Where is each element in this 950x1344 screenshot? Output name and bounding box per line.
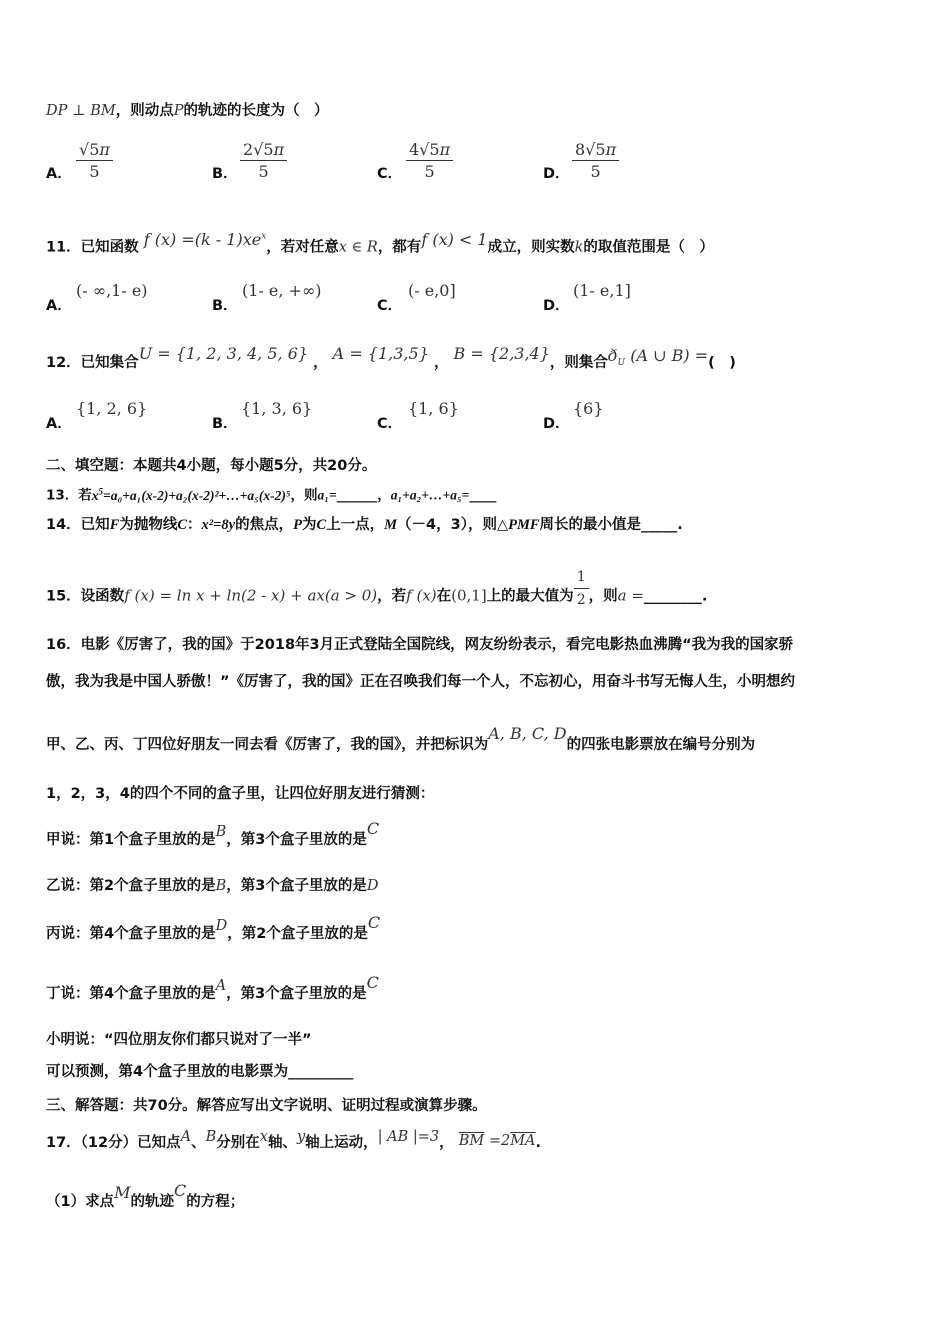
q14-equation: x²=8y — [201, 517, 236, 533]
q10-math: DP ⊥ BM — [46, 103, 116, 119]
q14-text-3: ： — [187, 517, 202, 533]
q17-t3: 轴上运动， — [305, 1135, 378, 1151]
q15-half: $\frac{1}{2}$ — [574, 567, 589, 610]
q16-predict: 可以预测，第4个盒子里放的电影票为_________ — [46, 1064, 354, 1080]
q17-vector-equation: $\overline{BM} =2\overline{MA}$ — [458, 1133, 536, 1149]
q11-option-a-label: A． — [46, 298, 72, 314]
q10-option-c-label: C． — [377, 166, 403, 182]
q12-set-b: B = {2,3,4} — [453, 344, 550, 363]
q16-guess-jia: 甲说：第1个盒子里放的是B，第3个盒子里放的是C — [46, 819, 380, 848]
q10-text-b: 的轨迹的长度为（ ） — [183, 103, 329, 119]
q12-complement: $ð_U$ (A ∪ B) = — [607, 346, 709, 369]
q14-blank: _____ — [641, 517, 678, 533]
q12-set-u: U = {1, 2, 3, 4, 5, 6} — [138, 344, 309, 363]
q11-option-b-value: (1- e, +∞) — [242, 281, 322, 300]
q11-number: 11．已知函数 — [46, 239, 139, 256]
q17-a: A — [180, 1129, 192, 1145]
q16-guess-yi: 乙说：第2个盒子里放的是B，第3个盒子里放的是D — [46, 878, 379, 894]
q13-stem — [46, 481, 496, 506]
q17-sep: 、 — [191, 1135, 206, 1151]
q10-option-b-value: $\frac{2√5\pi}{5}$ — [240, 140, 287, 181]
q12-t1: ，则集合 — [549, 355, 608, 371]
q14-text-4: 的焦点， — [235, 517, 294, 533]
q12-sep-2: ， — [433, 355, 449, 371]
q11-option-b-label: B． — [212, 298, 238, 314]
q13-sum: a₁+a₂+…+a₅= — [390, 487, 470, 503]
q12-option-d-label: D． — [543, 416, 570, 432]
q11-inequality: f (x) < 1 — [421, 230, 488, 250]
q14-end: . — [677, 517, 683, 533]
q14-text-8: 周长的最小值是 — [539, 517, 642, 533]
q15-fx: f (x) — [406, 586, 437, 605]
q15-blank: ________ — [643, 588, 702, 605]
q11-option-c-value: (- e,0] — [408, 281, 456, 300]
section-2-heading: 二、填空题：本题共4小题，每小题5分，共20分。 — [46, 458, 377, 474]
q15-t1: ，若 — [377, 588, 407, 605]
q15-number: 15．设函数 — [46, 588, 125, 605]
q11-option-c-label: C． — [377, 298, 403, 314]
q11-k: k — [574, 239, 584, 256]
q10-stem — [46, 101, 329, 121]
q16-line-4: 1，2，3，4的四个不同的盒子里，让四位好朋友进行猜测： — [46, 786, 435, 802]
q12-option-d-value: {6} — [573, 399, 604, 418]
section-3-heading: 三、解答题：共70分。解答应写出文字说明、证明过程或演算步骤。 — [46, 1098, 487, 1114]
q14-pmf: PMF — [508, 517, 540, 533]
q11-function: f $(x) =(k - 1)xe^x$ — [143, 230, 267, 250]
q10-option-a-value: $\frac{√5\pi}{5}$ — [76, 140, 113, 181]
q14-text-2: 为抛物线 — [119, 517, 178, 533]
q13-number: 13．若 — [46, 487, 92, 504]
q17-t2: 轴、 — [267, 1135, 297, 1151]
q16-line-3 — [46, 724, 756, 755]
q14-c2: C — [316, 517, 327, 533]
q14-f: F — [109, 517, 120, 533]
q12-option-c-value: {1, 6} — [408, 399, 459, 418]
q15-function: f (x) = ln x + ln(2 - x) + ax(a > 0) — [124, 586, 378, 605]
q14-text-5: 为 — [301, 517, 317, 533]
q11-option-d-label: D． — [543, 298, 570, 314]
q16-blank: _________ — [288, 1064, 354, 1080]
q11-condition: x ∈ R — [338, 239, 378, 256]
q12-option-b-value: {1, 3, 6} — [241, 399, 313, 418]
q15-t3: 上的最大值为 — [486, 588, 574, 605]
q11-t3: 成立，则实数 — [487, 239, 575, 256]
q11-option-d-value: (1- e,1] — [573, 281, 631, 300]
q10-option-b-label: B． — [212, 166, 238, 182]
q17-y: y — [296, 1129, 306, 1145]
q15-interval: (0,1] — [451, 586, 487, 605]
q13-t2: ， — [377, 487, 391, 504]
q10-option-d-label: D． — [543, 166, 570, 182]
q14-text-7: （－4，3），则△ — [397, 517, 509, 533]
q15-t2: 在 — [436, 588, 452, 605]
q14-text-6: 上一点， — [326, 517, 385, 533]
q11-stem — [46, 230, 714, 257]
q17-end: . — [535, 1135, 542, 1151]
q10-option-c-value: $\frac{4√5\pi}{5}$ — [406, 140, 453, 181]
q17-ab-length: | AB |=3 — [377, 1129, 440, 1145]
q16-line-3-b: 的四张电影票放在编号分别为 — [566, 737, 756, 753]
q14-c: C — [177, 517, 188, 533]
q17-part-1: （1）求点M的轨迹C的方程； — [46, 1181, 245, 1210]
q14-p: P — [293, 517, 302, 533]
q12-set-a: A = {1,3,5} — [332, 344, 429, 363]
q15-a: a = — [617, 586, 644, 605]
q12-sep-1: ， — [313, 355, 328, 371]
q17-x: x — [259, 1129, 268, 1145]
q14-stem — [46, 515, 683, 535]
q13-a1: a₁= — [317, 487, 337, 503]
q12-t2: ( ) — [708, 355, 736, 371]
q12-option-c-label: C． — [377, 416, 403, 432]
q10-option-a-label: A． — [46, 166, 72, 182]
q16-line-2: 傲，我为我是中国人骄傲！”《厉害了，我的国》正在召唤我们每一个人，不忘初心，用奋斗书写无悔人生，小明想约 — [46, 674, 796, 690]
q15-end: . — [701, 588, 708, 605]
q12-number: 12．已知集合 — [46, 355, 139, 371]
q16-guess-ding: 丁说：第4个盒子里放的是A，第3个盒子里放的是C — [46, 973, 379, 1002]
q16-guess-bing: 丙说：第4个盒子里放的是D，第2个盒子里放的是C — [46, 913, 381, 942]
q11-t1: ，若对任意 — [266, 239, 339, 256]
q16-line-1: 16．电影《厉害了，我的国》于2018年3月正式登陆全国院线，网友纷纷表示，看完电影热血沸腾“我为我的国家骄 — [46, 637, 794, 653]
q13-expression: $x^5=a_0+a_1(x-2)+a_2(x-2)^2+\dots+a_5(x-2)^5$ — [91, 486, 291, 503]
q13-blank-1: ______ — [336, 487, 378, 504]
q14-m: M — [384, 517, 398, 533]
q15-t4: ，则 — [588, 588, 618, 605]
q11-t2: ，都有 — [377, 239, 422, 256]
q10-option-d-value: $\frac{8√5\pi}{5}$ — [572, 140, 619, 181]
q10-text-a: ，则动点 — [115, 103, 174, 119]
q15-stem — [46, 569, 708, 618]
q12-option-a-value: {1, 2, 6} — [76, 399, 148, 418]
q12-option-a-label: A． — [46, 416, 72, 432]
q10-point-p: P — [173, 103, 184, 119]
q17-t1: 分别在 — [216, 1135, 260, 1151]
q12-stem — [46, 344, 736, 379]
q17-b: B — [205, 1129, 217, 1145]
q11-option-a-value: (- ∞,1- e) — [76, 281, 148, 300]
q12-option-b-label: B． — [212, 416, 238, 432]
q17-number: 17．（12分）已知点 — [46, 1135, 181, 1151]
q16-ticket-labels: A, B, C, D — [488, 724, 567, 743]
q17-stem — [46, 1129, 542, 1153]
q14-text-1: 14．已知 — [46, 517, 110, 533]
q11-t4: 的取值范围是（ ） — [583, 239, 714, 256]
q16-line-3-a: 甲、乙、丙、丁四位好朋友一同去看《厉害了，我的国》，并把标识为 — [46, 737, 489, 753]
q16-xiaoming: 小明说：“四位朋友你们都只说对了一半” — [46, 1032, 312, 1048]
q13-blank-2: ____ — [469, 487, 497, 504]
q13-t1: ，则 — [290, 487, 318, 504]
q17-comma: ， — [439, 1135, 454, 1151]
